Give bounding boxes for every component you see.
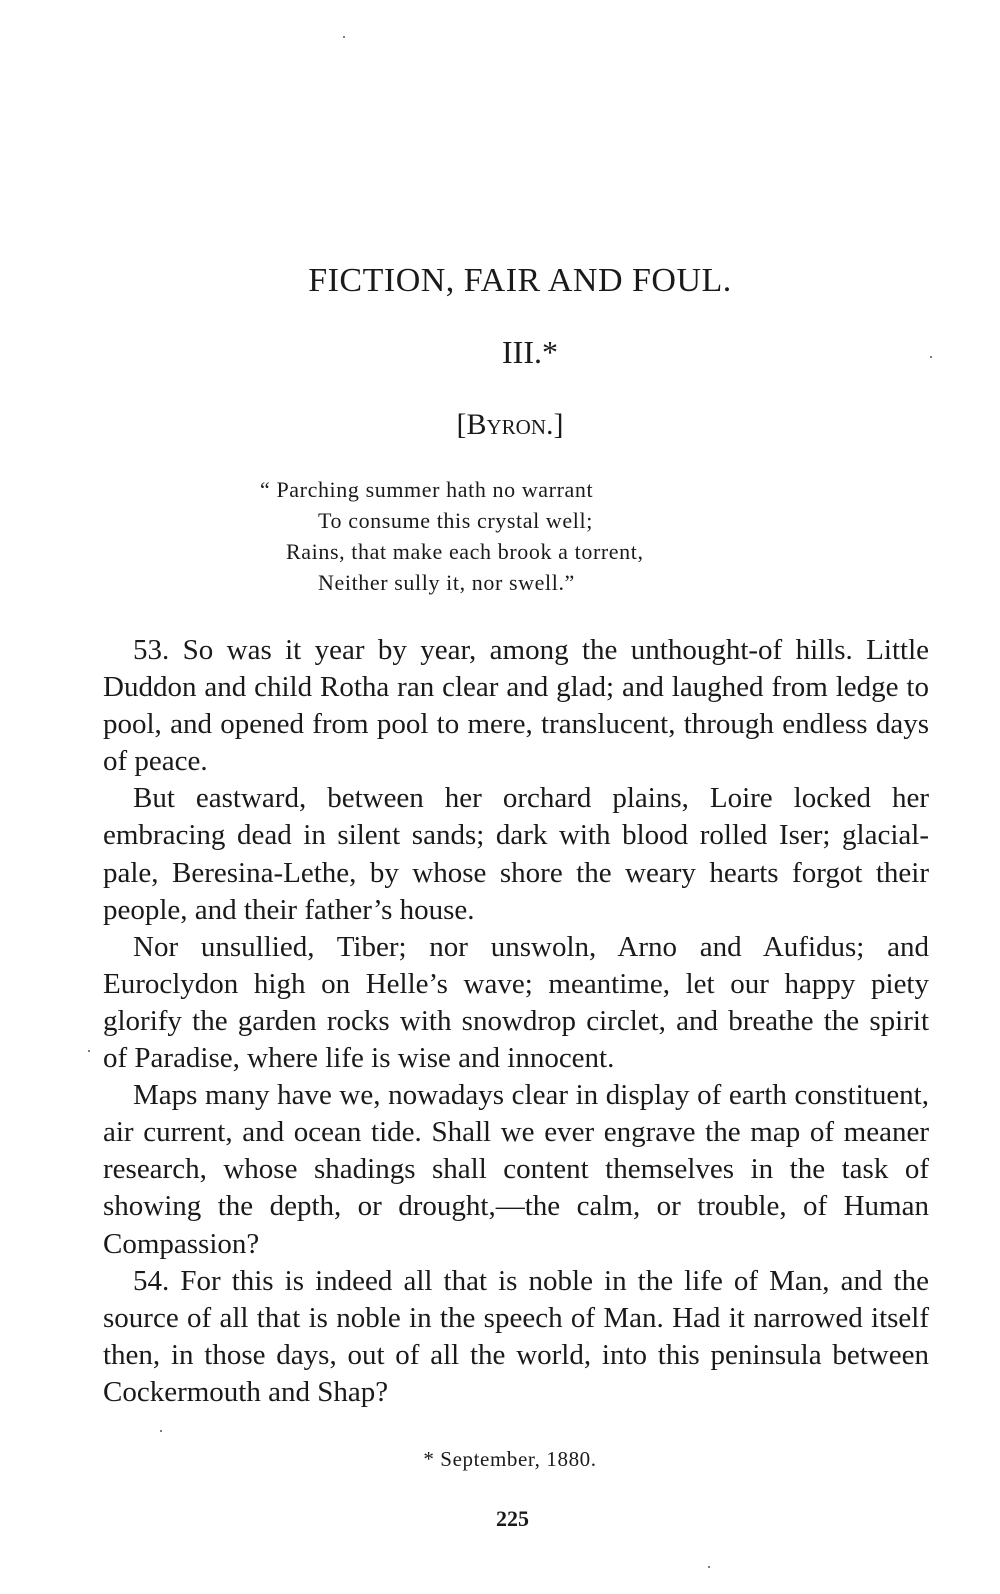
epigraph-line: Rains, that make each brook a torrent, <box>286 539 644 564</box>
print-speck <box>343 36 345 38</box>
epigraph-line: To consume this crystal well; <box>318 508 593 533</box>
epigraph-line: Neither sully it, nor swell.” <box>318 570 575 595</box>
paragraph: 53. So was it year by year, among the unthought-of hills. Little Duddon and child Rotha ran clear and glad; and laughed from ledge to pool, and opened from pool to mere, translucent, through endless days of peace. <box>103 634 929 778</box>
print-speck <box>88 1050 90 1052</box>
paragraph: 54. For this is indeed all that is noble in the life of Man, and the source of all that is noble in the speech of Man. Had it narrowed itself then, in those days, out of all the world, into this peninsula between Cockermouth and Shap? <box>103 1264 929 1408</box>
body-text <box>103 632 929 1411</box>
print-speck <box>708 1566 710 1568</box>
paragraph: But eastward, between her orchard plains, Loire locked her embracing dead in silent sands; dark with blood rolled Iser; glacial-pale, Beresina-Lethe, by whose shore the weary hearts forgot their people, and their father’s house. <box>103 782 929 926</box>
epigraph <box>260 474 820 598</box>
part-number: III.* <box>502 334 558 370</box>
print-speck <box>160 1430 162 1432</box>
section-subject <box>0 408 1000 442</box>
section-subject-text: [Byron.] <box>456 408 564 441</box>
chapter-title: FICTION, FAIR AND FOUL. <box>308 262 732 299</box>
paragraph: Nor unsullied, Tiber; nor unswoln, Arno and Aufidus; and Euroclydon high on Helle’s wave; meantime, let our happy piety glorify the garden rocks with snowdrop circlet, and breathe the spirit of Paradise, where life is wise and innocent. <box>103 930 929 1075</box>
paragraph: Maps many have we, nowadays clear in display of earth constituent, air current, and ocean tide. Shall we ever engrave the map of meaner research, whose shadings shall content themselves in the task of showing the depth, or drought,—the calm, or trouble, of Human Compassion? <box>103 1079 929 1260</box>
footnote: * September, 1880. <box>423 1447 597 1471</box>
print-speck <box>930 356 932 358</box>
epigraph-line: “ Parching summer hath no warrant <box>260 477 594 502</box>
page-number: 225 <box>496 1506 529 1531</box>
